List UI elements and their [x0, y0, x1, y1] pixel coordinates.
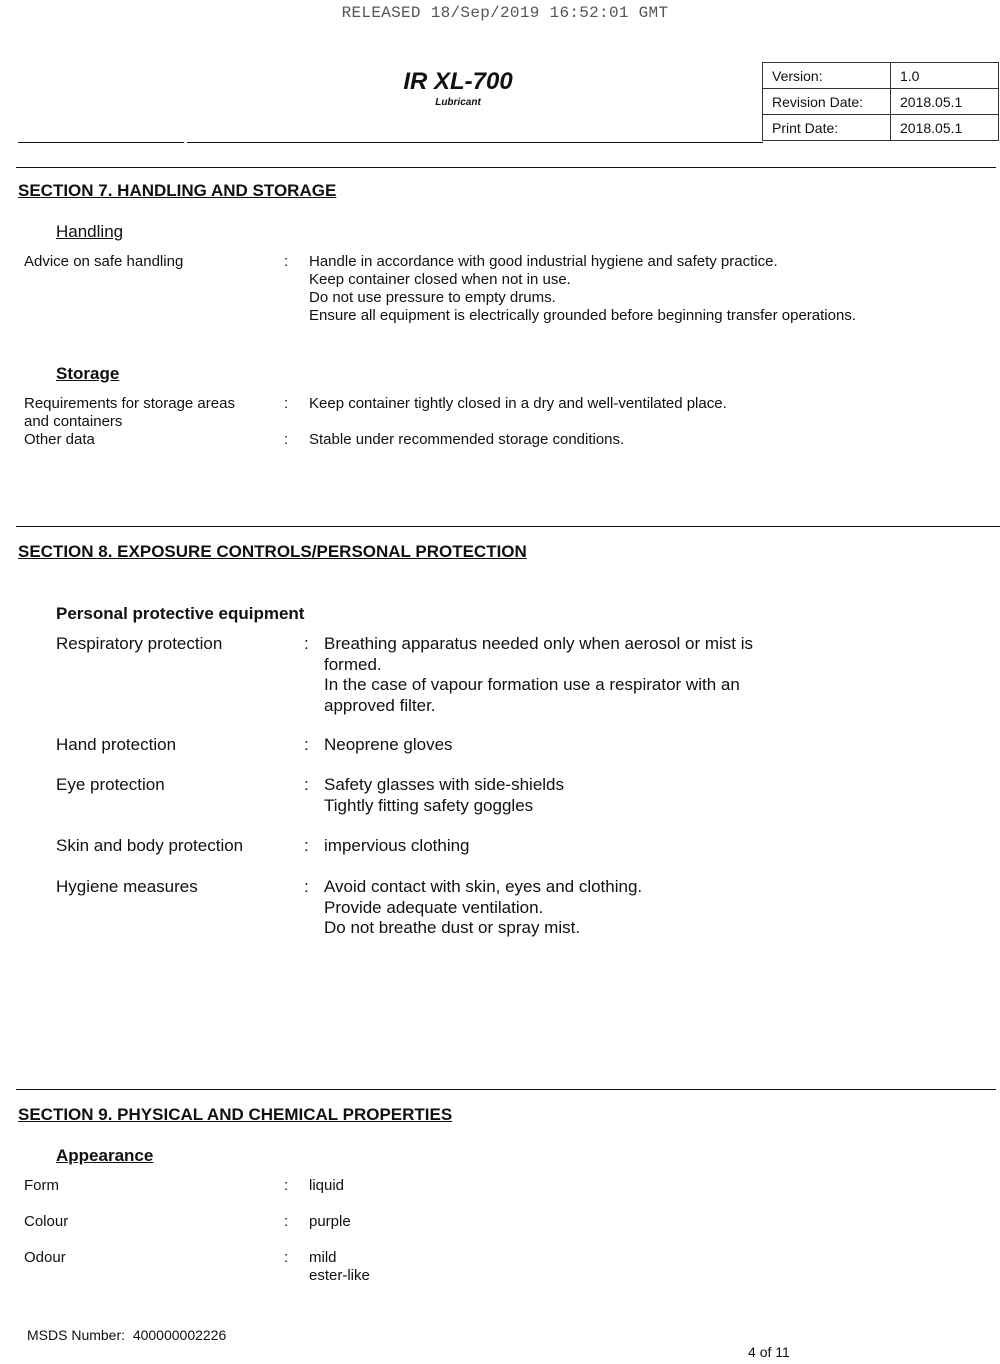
hygiene-label: Hygiene measures [56, 877, 198, 896]
eye-line: Safety glasses with side-shields [324, 775, 565, 794]
advice-line: Ensure all equipment is electrically grounded before beginning transfer operations. [309, 307, 856, 324]
odour-value [309, 1249, 370, 1285]
odour-line: mild [309, 1249, 337, 1266]
label-line: and containers [24, 413, 123, 430]
section-8-title: SECTION 8. EXPOSURE CONTROLS/PERSONAL PROTECTION [18, 542, 527, 561]
page-number [748, 1344, 790, 1360]
respiratory-line: Breathing apparatus needed only when aerosol or mist is [324, 634, 754, 653]
print-date-row [763, 115, 999, 141]
advice-line: Do not use pressure to empty drums. [309, 289, 556, 306]
advice-value [309, 253, 856, 325]
colon: : [284, 395, 289, 412]
appearance-heading: Appearance [56, 1146, 154, 1165]
advice-line: Handle in accordance with good industrial hygiene and safety practice. [309, 253, 778, 270]
msds-number [27, 1327, 226, 1343]
hygiene-line: Do not breathe dust or spray mist. [324, 918, 581, 937]
respiratory-line: In the case of vapour formation use a respirator with an [324, 675, 740, 694]
colour-value: purple [309, 1213, 351, 1230]
product-subtitle: Lubricant [435, 97, 481, 108]
version-label: Version: [763, 63, 891, 89]
print-date-value: 2018.05.1 [891, 115, 999, 141]
version-row [763, 63, 999, 89]
revision-date-label: Revision Date: [763, 89, 891, 115]
hygiene-line: Provide adequate ventilation. [324, 897, 544, 917]
storage-requirements-value: Keep container tightly closed in a dry and well-ventilated place. [309, 395, 727, 412]
hand-protection-label: Hand protection [56, 735, 177, 754]
colon: : [284, 1249, 289, 1266]
section-divider [16, 526, 1000, 527]
ppe-heading: Personal protective equipment [56, 604, 305, 623]
skin-protection-value: impervious clothing [324, 836, 470, 855]
hand-protection-value: Neoprene gloves [324, 735, 453, 754]
msds-value: 400000002226 [132, 1327, 227, 1343]
colour-label: Colour [24, 1213, 69, 1230]
colon: : [304, 836, 309, 855]
colon: : [304, 775, 309, 794]
other-data-label: Other data [24, 431, 95, 448]
colon: : [304, 877, 309, 896]
header-underline-right [187, 142, 763, 143]
form-label: Form [24, 1177, 59, 1194]
respiratory-line: approved filter. [324, 695, 436, 715]
colon: : [284, 1213, 289, 1230]
header-underline-left [18, 142, 184, 143]
page-of: of [759, 1344, 772, 1360]
section-divider [16, 167, 996, 168]
eye-line: Tightly fitting safety goggles [324, 795, 534, 815]
colon: : [304, 735, 309, 754]
advice-label: Advice on safe handling [24, 253, 184, 270]
page-current: 4 [748, 1344, 756, 1360]
revision-date-row [763, 89, 999, 115]
label-line: Requirements for storage areas [24, 395, 235, 412]
advice-line: Keep container closed when not in use. [309, 271, 571, 288]
colon: : [284, 253, 289, 270]
section-7-title: SECTION 7. HANDLING AND STORAGE [18, 181, 337, 200]
eye-protection-value [324, 775, 564, 816]
handling-heading: Handling [56, 222, 124, 241]
revision-table [762, 62, 999, 141]
form-value: liquid [309, 1177, 345, 1194]
colon: : [284, 1177, 289, 1194]
msds-label: MSDS Number: [27, 1327, 126, 1343]
print-date-label: Print Date: [763, 115, 891, 141]
odour-label: Odour [24, 1249, 66, 1266]
storage-requirements-label [24, 395, 284, 431]
product-title: IR XL-700 [403, 68, 513, 95]
section-divider [16, 1089, 996, 1090]
respiratory-label: Respiratory protection [56, 634, 223, 653]
other-data-value: Stable under recommended storage conditions. [309, 431, 625, 448]
skin-protection-label: Skin and body protection [56, 836, 244, 855]
odour-line: ester-like [309, 1267, 370, 1284]
colon: : [284, 431, 289, 448]
page-total: 11 [775, 1344, 790, 1360]
eye-protection-label: Eye protection [56, 775, 165, 794]
respiratory-value [324, 634, 753, 716]
hygiene-line: Avoid contact with skin, eyes and clothing. [324, 877, 643, 896]
respiratory-line: formed. [324, 654, 382, 674]
hygiene-value [324, 877, 642, 939]
revision-date-value: 2018.05.1 [891, 89, 999, 115]
released-stamp: RELEASED 18/Sep/2019 16:52:01 GMT [341, 4, 669, 22]
version-value: 1.0 [891, 63, 999, 89]
colon: : [304, 634, 309, 653]
storage-heading: Storage [56, 364, 120, 383]
section-9-title: SECTION 9. PHYSICAL AND CHEMICAL PROPERTIES [18, 1105, 453, 1124]
